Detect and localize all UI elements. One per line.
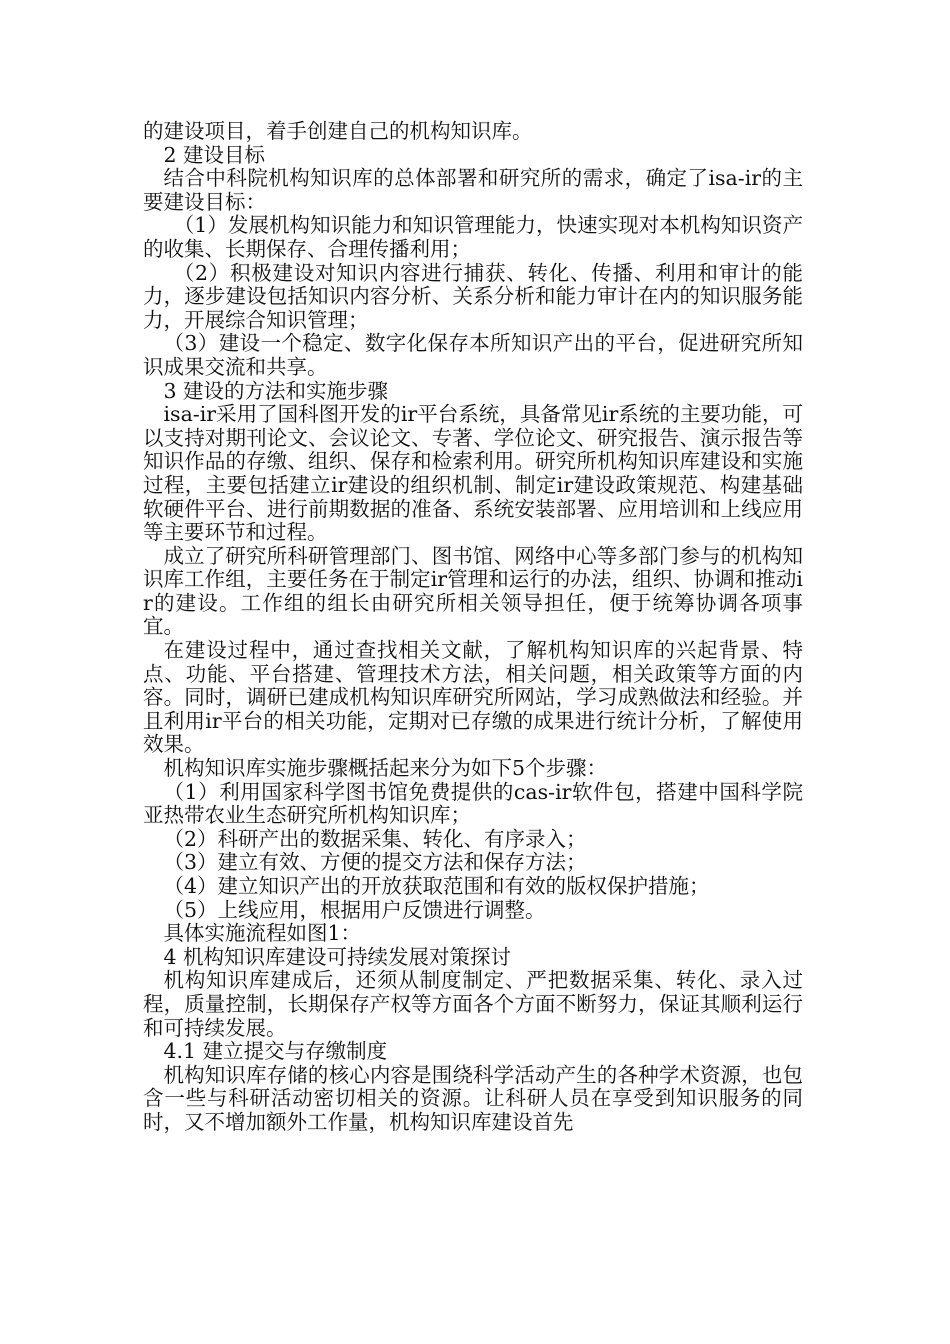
paragraph-sustainability: 机构知识库建成后，还须从制度制定、严把数据采集、转化、录入过程，质量控制，长期保存产权等方面各个方面不断努力，保证其顺利运行和可持续发展。 — [143, 968, 803, 1040]
paragraph-continued: 的建设项目，着手创建自己的机构知识库。 — [143, 119, 533, 143]
paragraph-step-3: （3）建立有效、方便的提交方法和保存方法； — [163, 850, 587, 875]
section-heading-2: 2 建设目标 — [163, 142, 266, 167]
paragraph-goal-2: （2）积极建设对知识内容进行捕获、转化、传播、利用和审计的能力，逐步建设包括知识内容分析、关系分析和能力审计在内的知识服务能力，开展综合知识管理； — [143, 260, 803, 332]
section-heading-4-1: 4.1 建立提交与存缴制度 — [163, 1039, 388, 1064]
paragraph-step-5: （5）上线应用，根据用户反馈进行调整。 — [163, 897, 546, 922]
section-heading-4: 4 机构知识库建设可持续发展对策探讨 — [163, 944, 512, 969]
paragraph-method: isa-ir采用了国科图开发的ir平台系统，具备常见ir系统的主要功能，可以支持对期刊论文、会议论文、专著、学位论文、研究报告、演示报告等知识作品的存缴、组织、保存和检索利用。研究所机构知识库建设和实施过程，主要包括建立ir建设的组织机制、制定ir建设政策规范、构建基础软硬件平台、进行前期数据的准备、系统安装部署、应用培训和上线应用等主要环节和过程。 — [143, 402, 803, 545]
paragraph-working-group: 成立了研究所科研管理部门、图书馆、网络中心等多部门参与的机构知识库工作组，主要任务在于制定ir管理和运行的办法，组织、协调和推动ir的建设。工作组的组长由研究所相关领导担任，便于统筹协调各项事宜。 — [143, 543, 803, 639]
paragraph-goal-3: （3）建设一个稳定、数字化保存本所知识产出的平台，促进研究所知识成果交流和共享。 — [143, 331, 803, 379]
document-body — [143, 120, 803, 1135]
paragraph-step-1: （1）利用国家科学图书馆免费提供的cas-ir软件包，搭建中国科学院亚热带农业生态研究所机构知识库； — [143, 779, 803, 828]
paragraph-step-4: （4）建立知识产出的开放获取范围和有效的版权保护措施； — [163, 874, 710, 898]
section-heading-3: 3 建设的方法和实施步骤 — [163, 378, 389, 403]
paragraph-flow-reference: 具体实施流程如图1： — [163, 921, 362, 946]
paragraph-steps-intro: 机构知识库实施步骤概括起来分为如下5个步骤： — [163, 756, 608, 781]
paragraph-core-content: 机构知识库存储的核心内容是围绕科学活动产生的各种学术资源，也包含一些与科研活动密切相关的资源。让科研人员在享受到知识服务的同时，又不增加额外工作量，机构知识库建设首先 — [143, 1062, 803, 1134]
paragraph-goals-intro: 结合中科院机构知识库的总体部署和研究所的需求，确定了isa-ir的主要建设目标： — [143, 166, 803, 214]
paragraph-step-2: （2）科研产出的数据采集、转化、有序录入； — [163, 826, 587, 851]
paragraph-process: 在建设过程中，通过查找相关文献，了解机构知识库的兴起背景、特点、功能、平台搭建、管理技术方法，相关问题，相关政策等方面的内容。同时，调研已建成机构知识库研究所网站，学习成熟做法和经验。并且利用ir平台的相关功能，定期对已存缴的成果进行统计分析，了解使用效果。 — [143, 638, 803, 757]
paragraph-goal-1: （1）发展机构知识能力和知识管理能力，快速实现对本机构知识资产的收集、长期保存、合理传播利用； — [143, 213, 803, 261]
